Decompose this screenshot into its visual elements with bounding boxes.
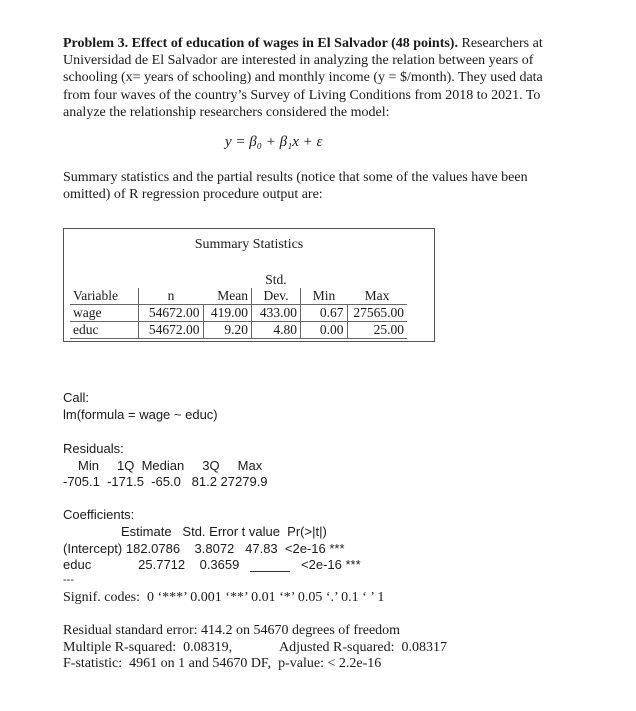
summary-statistics-box (63, 228, 435, 342)
coef-intercept-row: (Intercept) 182.0786 3.8072 47.83 <2e-16 *** (63, 541, 345, 556)
table-header-row (70, 288, 407, 305)
header-top-cell (301, 271, 348, 288)
header-n: n (139, 288, 204, 305)
table-header-row-top (70, 271, 407, 288)
header-mean: Mean (217, 288, 248, 303)
call-formula: lm(formula = wage ~ educ) (63, 407, 218, 422)
residuals-values: -705.1 -171.5 -65.0 81.2 27279.9 (63, 474, 268, 489)
cell-max: 25.00 (347, 322, 407, 339)
cell-variable: wage (73, 305, 102, 320)
coef-educ-row (63, 557, 361, 572)
cell-variable: educ (73, 322, 99, 337)
header-min: Min (301, 288, 348, 305)
cell-std-dev: 4.80 (252, 322, 301, 339)
coef-educ-left: educ 25.7712 0.3659 (63, 557, 240, 572)
problem-text: Researchers at Universidad de El Salvador are interested in analyzing the relation between years of schooling (x= years of schooling) and monthly income (y = $/month). They used data from four waves of the country’s Survey of Living Conditions from 2018 to 2021. To analyze the relationship researchers considered the model: (63, 36, 543, 120)
cell-max: 27565.00 (347, 305, 407, 322)
cell-mean: 419.00 (203, 305, 252, 322)
header-std-dev: Dev. (252, 288, 301, 305)
residuals-header: Min 1Q Median 3Q Max (78, 458, 263, 473)
call-label: Call: (63, 390, 90, 405)
header-top-cell (203, 271, 252, 288)
header-top-cell (139, 271, 204, 288)
table-row (70, 322, 407, 339)
cell-min: 0.67 (301, 305, 348, 322)
separator: --- (63, 574, 74, 586)
cell-n: 54672.00 (139, 305, 204, 322)
residuals-label: Residuals: (63, 441, 124, 456)
cell-std-dev: 433.00 (252, 305, 301, 322)
table-row (70, 305, 407, 322)
signif-codes: Signif. codes: 0 ‘***’ 0.001 ‘**’ 0.01 ‘*’ 0.05 ‘.’ 0.1 ‘ ’ 1 (63, 590, 385, 605)
multiple-r-squared: Multiple R-squared: 0.08319, (63, 640, 233, 655)
header-top-cell (70, 271, 139, 288)
coefficients-header: Estimate Std. Error t value Pr(>|t|) (121, 524, 327, 539)
summary-statistics-title: Summary Statistics (194, 237, 304, 252)
coefficients-label: Coefficients: (63, 507, 135, 522)
f-statistic: F-statistic: 4961 on 1 and 54670 DF, p-value: < 2.2e-16 (63, 656, 382, 671)
header-top-cell (347, 271, 407, 288)
adjusted-r-squared: Adjusted R-squared: 0.08317 (279, 640, 447, 655)
cell-n: 54672.00 (139, 322, 204, 339)
residual-standard-error: Residual standard error: 414.2 on 54670 degrees of freedom (63, 623, 401, 638)
problem-title: Problem 3. Effect of education of wages in El Salvador (48 points). (63, 36, 458, 51)
omitted-t-value-blank (250, 559, 290, 572)
header-top-cell: Std. (265, 271, 287, 287)
cell-min: 0.00 (301, 322, 348, 339)
header-variable: Variable (73, 288, 118, 303)
cell-mean: 9.20 (203, 322, 252, 339)
summary-intro-text: Summary statistics and the partial results (notice that some of the values have been omitted) of R regression procedure output are: (63, 170, 528, 202)
header-max: Max (364, 288, 390, 303)
summary-statistics-table (70, 271, 407, 339)
model-equation: y = β₀ + β₁x + ε (225, 134, 323, 150)
coef-educ-pvalue: <2e-16 *** (301, 557, 361, 572)
problem-statement (63, 35, 563, 121)
